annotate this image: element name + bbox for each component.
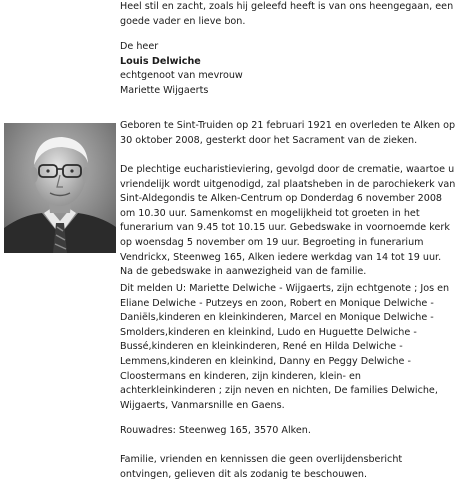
birth-death-paragraph: Geboren te Sint-Truiden op 21 februari 1921 en overleden te Alken op 30 oktober 2008, gesterkt door het Sacrament van de zieken. [120,120,456,146]
deceased-name: Louis Delwiche [120,55,201,67]
portrait-photo [4,123,116,253]
ceremony-paragraph: De plechtige eucharistieviering, gevolgd door de crematie, waartoe u vriendelijk wordt uitgenodigd, zal plaatsheben in de parochiekerk van Sint-Aldegondis te Alken-Centrum op Donderdag 6 november 2008 om 10.30 uur. Samenkomst en mogelijkheid tot groeten in het funerarium van 9.45 tot 10.15 uur. Gebedswake in voornoemde kerk op woensdag 5 november om 19 uur. Begroeting in funerarium Vendrickx, Steenweg 165, Alken iedere werkdag van 14 tot 19 uur. Na de gebedswake in aanwezigheid van de familie. [120,164,456,278]
deceased-block [120,40,456,98]
address-paragraph: Rouwadres: Steenweg 165, 3570 Alken. [120,425,311,436]
salutation: De heer [120,41,159,52]
family-note-paragraph: Familie, vrienden en kennissen die geen overlijdensbericht ontvingen, gelieven dit als zodanig te beschouwen. [120,454,403,480]
portrait-photo-image [4,123,116,253]
family-list-paragraph: Dit melden U: Mariette Delwiche - Wijgaerts, zijn echtgenote ; Jos en Eliane Delwiche - Putzeys en zoon, Robert en Monique Delwiche - Daniëls,kinderen en kleinkinderen, Marcel en Monique Delwiche - Smolders,kinderen en kleinkind, Ludo en Huguette Delwiche - Bussé,kinderen en kleinkinderen, René en Hilda Delwiche - Lemmens,kinderen en kleinkind, Danny en Peggy Delwiche - Cloostermans en kinderen, zijn kinderen, klein- en achterkleinkinderen ; zijn neven en nichten, De families Delwiche, Wijgaerts, Vanmarsnille en Gaens. [120,283,450,411]
relation-text: echtgenoot van mevrouw [120,70,243,82]
intro-text: Heel stil en zacht, zoals hij geleefd heeft is van ons heengegaan, een goede vader en lieve bon. [120,1,454,27]
spouse-name: Mariette Wijgaerts [120,84,209,96]
